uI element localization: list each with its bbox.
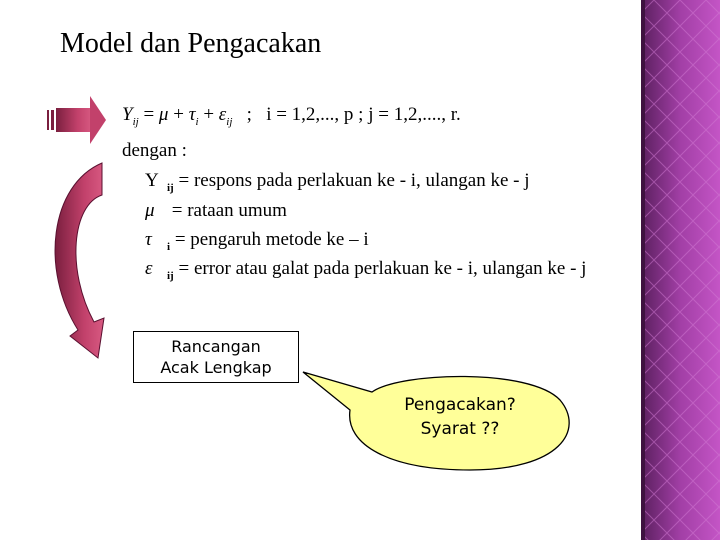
callout-line-2: Syarat ?? [420,419,500,439]
definition-epsilon: ε $_{ij}$ = error atau galat pada perlakuan ke - i, ulangan ke - j [145,258,587,282]
slide-title: Model dan Pengacakan [60,28,322,59]
dengan-label: dengan : [122,140,187,161]
callout-line-1: Pengacakan? [404,395,516,415]
index-range: i = 1,2,..., p ; j = 1,2,...., r. [266,104,461,125]
definition-tau: τ $_i$ = pengaruh metode ke – i [145,229,369,253]
box-line-1: Rancangan [171,337,261,356]
definition-mu: μ = rataan umum [145,200,287,221]
box-line-2: Acak Lengkap [160,358,272,377]
rancangan-box [133,331,299,383]
callout-text [360,393,560,441]
model-equation: $Y_{ij} = \mu + \tau_i + \varepsilon_{ij}$ ; i = 1,2,..., p ; j = 1,2,...., r. [122,104,461,128]
definition-yij: Y $_{ij}$ = respons pada perlakuan ke - i, ulangan ke - j [145,170,530,194]
